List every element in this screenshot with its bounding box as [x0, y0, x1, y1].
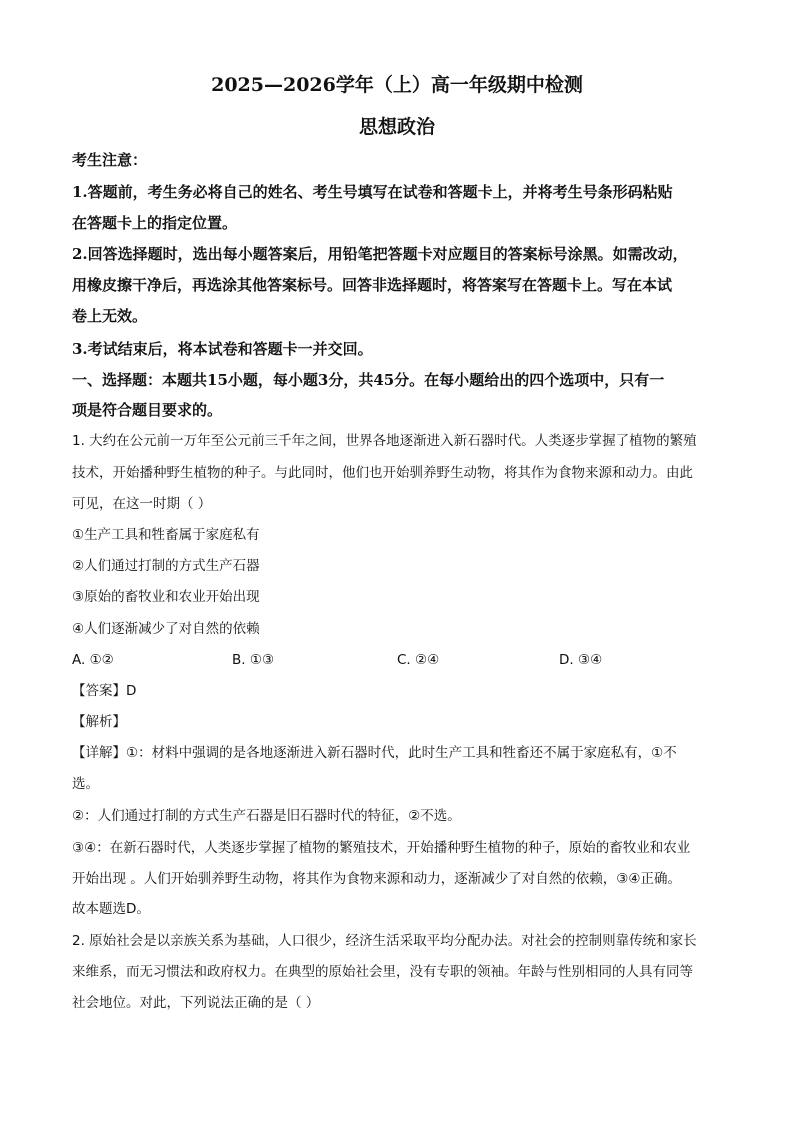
option-c: C. ②④ [397, 652, 440, 668]
statement: ③原始的畜牧业和农业开始出现 [72, 589, 260, 605]
option-d: D. ③④ [559, 652, 603, 668]
analysis-label: 【解析】 [72, 714, 126, 730]
notice-heading: 考生注意： [72, 151, 148, 169]
question-stem: 技术，开始播种野生植物的种子。与此同时，他们也开始驯养野生动物，将其作为食物来源和动力。由此 [72, 465, 693, 481]
detail-line: 【详解】①：材料中强调的是各地逐渐进入新石器时代，此时生产工具和牲畜还不属于家庭私有，①不 [72, 745, 677, 761]
question-stem: 1. 大约在公元前一万年至公元前三千年之间，世界各地逐渐进入新石器时代。人类逐步掌握了植物的繁殖 [72, 433, 697, 449]
notice-line: 1.答题前，考生务必将自己的姓名、考生号填写在试卷和答题卡上，并将考生号条形码粘贴 [72, 183, 673, 201]
options-row [72, 650, 722, 670]
statement: ①生产工具和牲畜属于家庭私有 [72, 527, 260, 543]
notice-line: 卷上无效。 [72, 307, 148, 325]
section-heading: 项是符合题目要求的。 [72, 401, 223, 419]
statement: ②人们通过打制的方式生产石器 [72, 558, 260, 574]
detail-line: 开始出现 。人们开始驯养野生动物，将其作为食物来源和动力，逐渐减少了对自然的依赖，③④正确。 [72, 871, 681, 887]
subject-title: 思想政治 [358, 116, 435, 138]
section-heading: 一、选择题：本题共15小题，每小题3分，共45分。在每小题给出的四个选项中，只有一 [72, 371, 665, 389]
option-b: B. ①③ [232, 652, 275, 668]
detail-line: 故本题选D。 [72, 901, 150, 917]
question-stem: 可见，在这一时期（ ） [72, 496, 212, 512]
question-stem: 社会地位。对此，下列说法正确的是（ ） [72, 995, 320, 1011]
option-a: A. ①② [72, 652, 114, 668]
question-stem: 2. 原始社会是以亲族关系为基础，人口很少，经济生活采取平均分配办法。对社会的控制则靠传统和家长 [72, 933, 697, 949]
answer-label: 【答案】D [72, 683, 137, 699]
notice-line: 3.考试结束后，将本试卷和答题卡一并交回。 [72, 340, 373, 358]
notice-line: 在答题卡上的指定位置。 [72, 214, 238, 232]
notice-line: 用橡皮擦干净后，再选涂其他答案标号。回答非选择题时，将答案写在答题卡上。写在本试 [72, 276, 673, 294]
question-stem: 来维系，而无习惯法和政府权力。在典型的原始社会里，没有专职的领袖。年龄与性别相同的人具有同等 [72, 964, 693, 980]
exam-title: 2025—2026学年（上）高一年级期中检测 [211, 74, 583, 96]
notice-line: 2.回答选择题时，选出每小题答案后，用铅笔把答题卡对应题目的答案标号涂黑。如需改动， [72, 245, 688, 263]
detail-line: ③④：在新石器时代，人类逐步掌握了植物的繁殖技术，开始播种野生植物的种子，原始的畜牧业和农业 [72, 840, 691, 856]
statement: ④人们逐渐减少了对自然的依赖 [72, 621, 260, 637]
detail-line: 选。 [72, 776, 99, 792]
detail-line: ②：人们通过打制的方式生产石器是旧石器时代的特征，②不选。 [72, 808, 461, 824]
